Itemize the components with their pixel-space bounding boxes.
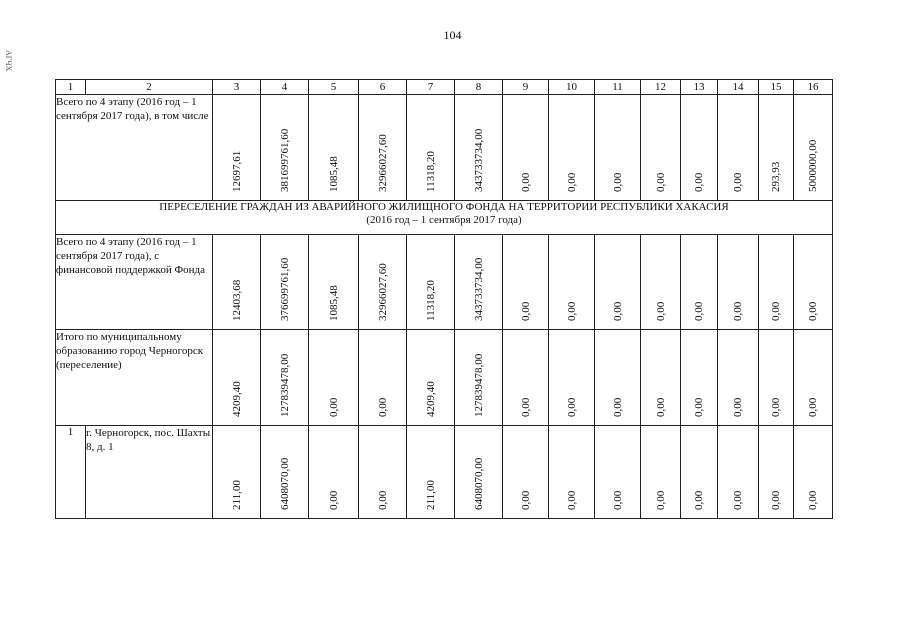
value-cell	[681, 330, 718, 426]
row-address: г. Черногорск, пос. Шахты 8, д. 1	[86, 426, 213, 519]
value-cell	[794, 235, 833, 330]
table-row-municipal-total	[56, 330, 833, 426]
value-text: 32966027,60	[376, 134, 389, 192]
section-heading	[56, 201, 833, 235]
value-cell	[213, 330, 261, 426]
value-cell	[759, 95, 794, 201]
value-text: 0,00	[376, 490, 389, 510]
value-text: 0,00	[807, 397, 819, 417]
value-text: 6408070,00	[278, 457, 291, 510]
value-text: 0,00	[565, 397, 578, 417]
column-header-9: 9	[503, 80, 549, 95]
value-text: 0,00	[519, 301, 532, 321]
value-text: 32966027,60	[376, 263, 389, 321]
value-text: 0,00	[327, 490, 340, 510]
value-text: 0,00	[376, 397, 389, 417]
value-text: 0,00	[732, 490, 744, 510]
value-cell	[407, 95, 455, 201]
value-cell	[213, 95, 261, 201]
value-text: 0,00	[693, 301, 705, 321]
column-header-7: 7	[407, 80, 455, 95]
row-label: Всего по 4 этапу (2016 год – 1 сентября 2017 года), в том числе	[56, 95, 213, 201]
section-heading-line2: (2016 год – 1 сентября 2017 года)	[366, 214, 522, 226]
value-cell	[549, 426, 595, 519]
value-cell	[759, 426, 794, 519]
column-header-11: 11	[595, 80, 641, 95]
value-text: 0,00	[611, 172, 624, 192]
value-cell	[407, 330, 455, 426]
value-cell	[549, 330, 595, 426]
value-cell	[503, 330, 549, 426]
value-cell	[595, 235, 641, 330]
value-cell	[407, 426, 455, 519]
table-row-fund-support	[56, 235, 833, 330]
value-text: 0,00	[693, 172, 705, 192]
data-table	[55, 79, 833, 519]
value-text: 211,00	[424, 480, 437, 510]
value-text: 1085,48	[327, 156, 340, 192]
value-text: 12403,68	[230, 279, 243, 321]
row-index: 1	[56, 426, 86, 519]
value-text: 0,00	[693, 490, 705, 510]
value-text: 0,00	[654, 301, 667, 321]
table-row-stage4-total	[56, 95, 833, 201]
margin-note: АГЧХ	[4, 50, 13, 72]
value-text: 0,00	[807, 490, 819, 510]
value-cell	[359, 235, 407, 330]
value-cell	[595, 330, 641, 426]
page-number: 104	[443, 28, 462, 42]
value-text: 0,00	[654, 397, 667, 417]
value-cell	[681, 235, 718, 330]
column-header-4: 4	[261, 80, 309, 95]
value-cell	[549, 235, 595, 330]
value-text: 11318,20	[424, 280, 437, 321]
value-text: 0,00	[565, 301, 578, 321]
value-cell	[794, 426, 833, 519]
value-text: 0,00	[519, 490, 532, 510]
table-row-address	[56, 426, 833, 519]
section-heading-line1: ПЕРЕСЕЛЕНИЕ ГРАЖДАН ИЗ АВАРИЙНОГО ЖИЛИЩНОГО ФОНДА НА ТЕРРИТОРИИ РЕСПУБЛИКИ ХАКАСИЯ	[159, 201, 729, 213]
value-cell	[794, 330, 833, 426]
value-cell	[681, 95, 718, 201]
value-cell	[359, 95, 407, 201]
row-label: Итого по муниципальному образованию город Черногорск (переселение)	[56, 330, 213, 426]
value-text: 0,00	[611, 301, 624, 321]
value-cell	[261, 95, 309, 201]
column-header-row	[56, 80, 833, 95]
column-header-12: 12	[641, 80, 681, 95]
value-text: 211,00	[230, 480, 243, 510]
column-header-1: 1	[56, 80, 86, 95]
value-cell	[794, 95, 833, 201]
value-cell	[309, 235, 359, 330]
value-text: 0,00	[327, 397, 340, 417]
value-cell	[595, 95, 641, 201]
value-cell	[503, 235, 549, 330]
column-header-6: 6	[359, 80, 407, 95]
value-cell	[641, 330, 681, 426]
value-text: 0,00	[732, 397, 744, 417]
value-cell	[549, 95, 595, 201]
value-cell	[455, 330, 503, 426]
column-header-2: 2	[86, 80, 213, 95]
value-text: 381699761,60	[278, 128, 291, 192]
value-cell	[641, 235, 681, 330]
value-text: 0,00	[654, 490, 667, 510]
value-text: 5000000,00	[807, 139, 819, 192]
value-text: 293,93	[770, 161, 782, 192]
value-cell	[718, 95, 759, 201]
column-header-5: 5	[309, 80, 359, 95]
value-text: 11318,20	[424, 151, 437, 192]
value-cell	[759, 235, 794, 330]
value-cell	[718, 235, 759, 330]
value-cell	[455, 235, 503, 330]
value-text: 6408070,00	[472, 457, 485, 510]
value-text: 0,00	[770, 490, 782, 510]
column-header-14: 14	[718, 80, 759, 95]
value-cell	[261, 235, 309, 330]
value-text: 0,00	[693, 397, 705, 417]
value-text: 0,00	[770, 301, 782, 321]
value-cell	[407, 235, 455, 330]
value-text: 0,00	[519, 172, 532, 192]
value-text: 0,00	[732, 301, 744, 321]
column-header-15: 15	[759, 80, 794, 95]
value-text: 127839478,00	[278, 353, 291, 417]
value-cell	[309, 330, 359, 426]
column-header-16: 16	[794, 80, 833, 95]
row-label: Всего по 4 этапу (2016 год – 1 сентября 2017 года), с финансовой поддержкой Фонда	[56, 235, 213, 330]
value-cell	[309, 426, 359, 519]
value-text: 0,00	[611, 397, 624, 417]
value-cell	[681, 426, 718, 519]
column-header-13: 13	[681, 80, 718, 95]
section-band-row	[56, 201, 833, 235]
value-text: 4209,40	[230, 381, 243, 417]
value-cell	[718, 426, 759, 519]
value-text: 12697,61	[230, 150, 243, 192]
column-header-10: 10	[549, 80, 595, 95]
value-text: 0,00	[565, 172, 578, 192]
column-header-8: 8	[455, 80, 503, 95]
value-cell	[595, 426, 641, 519]
value-text: 0,00	[807, 301, 819, 321]
value-text: 0,00	[565, 490, 578, 510]
value-cell	[759, 330, 794, 426]
value-text: 0,00	[654, 172, 667, 192]
value-text: 4209,40	[424, 381, 437, 417]
value-cell	[261, 426, 309, 519]
value-text: 376699761,60	[278, 257, 291, 321]
value-text: 0,00	[611, 490, 624, 510]
value-cell	[213, 426, 261, 519]
value-text: 0,00	[732, 172, 744, 192]
value-cell	[261, 330, 309, 426]
value-cell	[641, 426, 681, 519]
value-cell	[641, 95, 681, 201]
value-text: 1085,48	[327, 285, 340, 321]
value-cell	[359, 330, 407, 426]
value-cell	[718, 330, 759, 426]
value-cell	[455, 426, 503, 519]
value-text: 0,00	[519, 397, 532, 417]
value-cell	[455, 95, 503, 201]
value-cell	[503, 426, 549, 519]
value-cell	[503, 95, 549, 201]
value-text: 127839478,00	[472, 353, 485, 417]
value-cell	[359, 426, 407, 519]
value-text: 0,00	[770, 397, 782, 417]
column-header-3: 3	[213, 80, 261, 95]
value-cell	[213, 235, 261, 330]
value-cell	[309, 95, 359, 201]
value-text: 343733734,00	[472, 257, 485, 321]
value-text: 343733734,00	[472, 128, 485, 192]
